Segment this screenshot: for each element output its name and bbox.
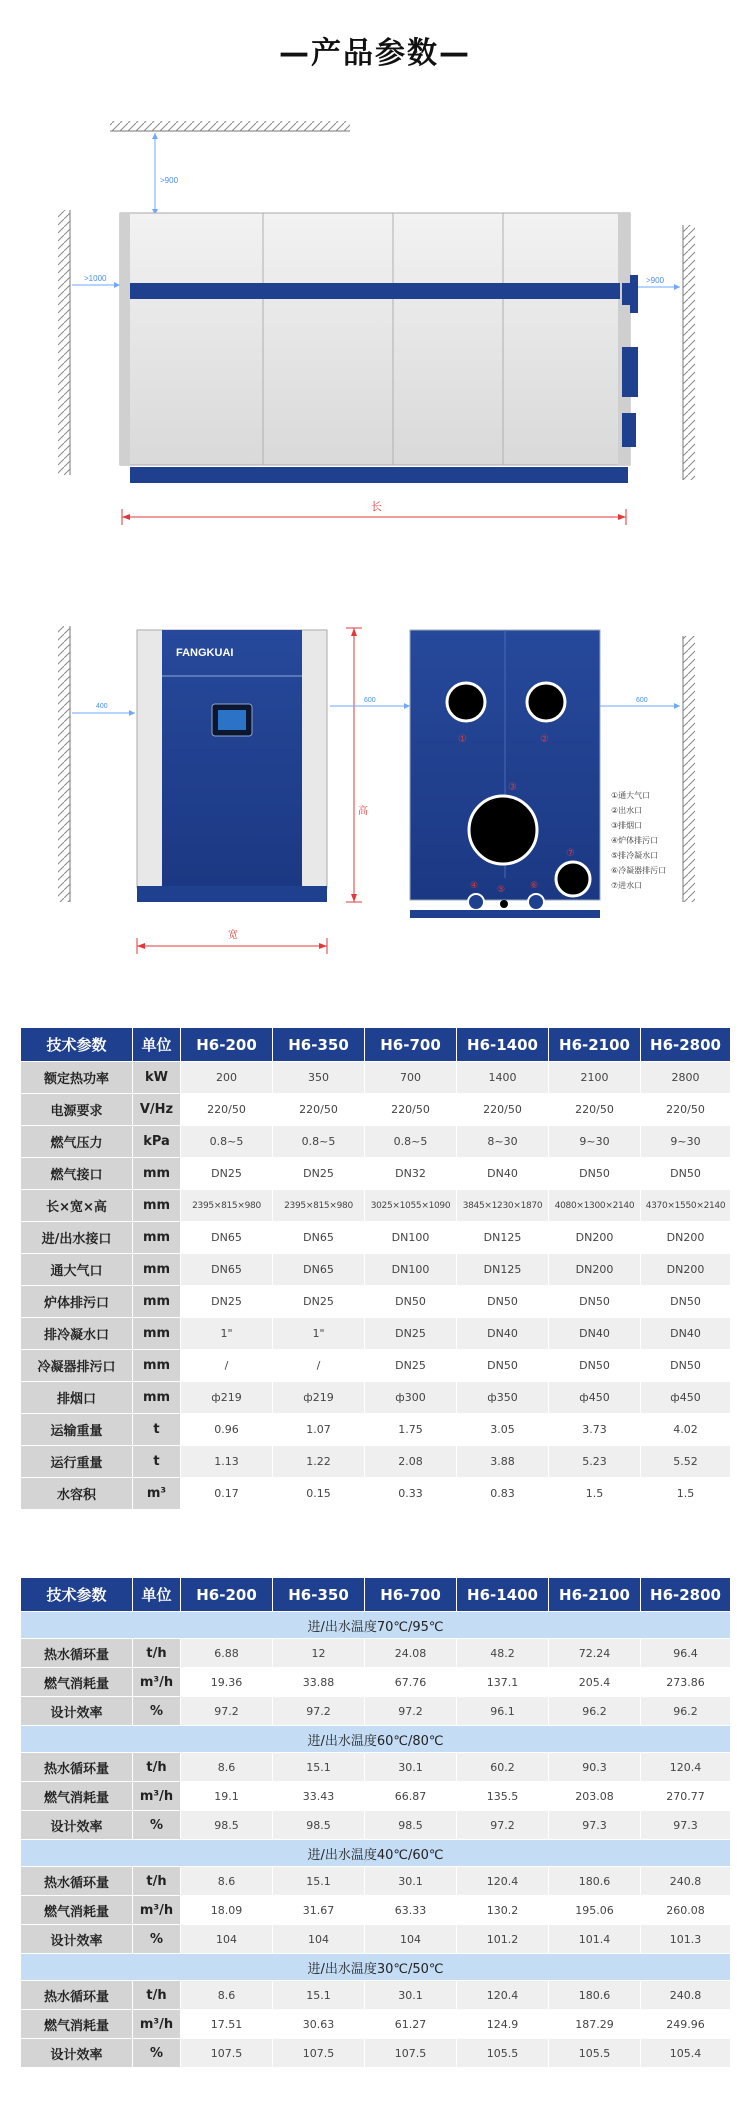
value-cell: ф450	[549, 1382, 641, 1414]
param-name-cell: 燃气压力	[21, 1126, 133, 1158]
header-model: H6-200	[181, 1578, 273, 1612]
param-name-cell: 燃气接口	[21, 1158, 133, 1190]
value-cell: /	[273, 1350, 365, 1382]
value-cell: 19.1	[181, 1782, 273, 1811]
section-title: 进/出水温度40℃/60℃	[21, 1840, 731, 1867]
header-unit: 单位	[133, 1578, 181, 1612]
header-model: H6-700	[365, 1028, 457, 1062]
header-model: H6-350	[273, 1028, 365, 1062]
dim-top-label: >900	[160, 176, 179, 185]
unit-cell: %	[133, 1697, 181, 1726]
spec-table	[20, 1027, 731, 1510]
page-title: —产品参数—	[279, 36, 471, 71]
table-row	[21, 1126, 731, 1158]
value-cell: 101.2	[457, 1925, 549, 1954]
value-cell: 15.1	[273, 1753, 365, 1782]
value-cell: 107.5	[181, 2039, 273, 2068]
value-cell: 195.06	[549, 1896, 641, 1925]
value-cell: DN40	[457, 1158, 549, 1190]
dim-left-label: >1000	[84, 274, 107, 283]
value-cell: 98.5	[365, 1811, 457, 1840]
dim-right-label: >900	[646, 276, 665, 285]
ceiling-hatch	[110, 121, 350, 131]
table-row	[21, 1094, 731, 1126]
value-cell: 270.77	[641, 1782, 731, 1811]
table-row	[21, 1639, 731, 1668]
value-cell: 350	[273, 1062, 365, 1094]
left-wall-hatch	[58, 210, 70, 475]
value-cell: DN50	[457, 1350, 549, 1382]
table-row	[21, 1446, 731, 1478]
boiler-side-view	[137, 630, 327, 902]
unit-cell: mm	[133, 1318, 181, 1350]
value-cell: 124.9	[457, 2010, 549, 2039]
header-model: H6-1400	[457, 1028, 549, 1062]
unit-cell: t	[133, 1414, 181, 1446]
section-row	[21, 1612, 731, 1639]
value-cell: 700	[365, 1062, 457, 1094]
value-cell: DN200	[641, 1222, 731, 1254]
value-cell: 30.1	[365, 1753, 457, 1782]
spec-table-1	[20, 1027, 730, 1510]
value-cell: DN25	[181, 1158, 273, 1190]
unit-cell: mm	[133, 1382, 181, 1414]
value-cell: 130.2	[457, 1896, 549, 1925]
value-cell: 6.88	[181, 1639, 273, 1668]
value-cell: 187.29	[549, 2010, 641, 2039]
unit-cell: m³/h	[133, 1782, 181, 1811]
value-cell: 0.15	[273, 1478, 365, 1510]
value-cell: ф219	[181, 1382, 273, 1414]
value-cell: 137.1	[457, 1668, 549, 1697]
value-cell: 3845×1230×1870	[457, 1190, 549, 1222]
value-cell: 96.2	[549, 1697, 641, 1726]
value-cell: 1"	[181, 1318, 273, 1350]
table-header-row	[21, 1028, 731, 1062]
section-title: 进/出水温度70℃/95℃	[21, 1612, 731, 1639]
param-name-cell: 热水循环量	[21, 1639, 133, 1668]
value-cell: 97.2	[457, 1811, 549, 1840]
value-cell: 200	[181, 1062, 273, 1094]
value-cell: 240.8	[641, 1981, 731, 2010]
value-cell: DN50	[641, 1286, 731, 1318]
table-row	[21, 1782, 731, 1811]
unit-cell: %	[133, 1925, 181, 1954]
param-name-cell: 冷凝器排污口	[21, 1350, 133, 1382]
port-legend	[611, 790, 666, 890]
value-cell: ф350	[457, 1382, 549, 1414]
value-cell: 18.09	[181, 1896, 273, 1925]
table-row	[21, 1697, 731, 1726]
param-name-cell: 电源要求	[21, 1094, 133, 1126]
value-cell: DN65	[273, 1222, 365, 1254]
unit-cell: t	[133, 1446, 181, 1478]
value-cell: 4080×1300×2140	[549, 1190, 641, 1222]
unit-cell: mm	[133, 1286, 181, 1318]
header-model: H6-200	[181, 1028, 273, 1062]
value-cell: DN125	[457, 1254, 549, 1286]
dim-left-label: 400	[96, 703, 108, 710]
table-row	[21, 1062, 731, 1094]
value-cell: 3.88	[457, 1446, 549, 1478]
dim-length-label: 长	[371, 500, 382, 513]
value-cell: 205.4	[549, 1668, 641, 1697]
table-row	[21, 2010, 731, 2039]
value-cell: 1.07	[273, 1414, 365, 1446]
value-cell: 220/50	[641, 1094, 731, 1126]
legend-item: ②出水口	[611, 806, 643, 815]
table-row	[21, 1981, 731, 2010]
value-cell: 8.6	[181, 1753, 273, 1782]
value-cell: 97.3	[549, 1811, 641, 1840]
header-model: H6-2100	[549, 1578, 641, 1612]
value-cell: 120.4	[457, 1867, 549, 1896]
value-cell: 17.51	[181, 2010, 273, 2039]
header-param: 技术参数	[21, 1578, 133, 1612]
value-cell: 19.36	[181, 1668, 273, 1697]
table-row	[21, 1753, 731, 1782]
value-cell: DN50	[549, 1350, 641, 1382]
unit-cell: V/Hz	[133, 1094, 181, 1126]
table-row	[21, 1668, 731, 1697]
port-number-1: ①	[458, 734, 467, 745]
value-cell: 30.1	[365, 1867, 457, 1896]
section-row	[21, 1840, 731, 1867]
legend-item: ⑤排冷凝水口	[611, 851, 659, 860]
value-cell: 5.52	[641, 1446, 731, 1478]
param-name-cell: 额定热功率	[21, 1062, 133, 1094]
unit-cell: mm	[133, 1222, 181, 1254]
value-cell: 9~30	[641, 1126, 731, 1158]
value-cell: 97.2	[181, 1697, 273, 1726]
value-cell: 5.23	[549, 1446, 641, 1478]
value-cell: 2395×815×980	[181, 1190, 273, 1222]
value-cell: 9~30	[549, 1126, 641, 1158]
value-cell: 66.87	[365, 1782, 457, 1811]
unit-cell: mm	[133, 1254, 181, 1286]
value-cell: 48.2	[457, 1639, 549, 1668]
value-cell: ф219	[273, 1382, 365, 1414]
value-cell: DN40	[641, 1318, 731, 1350]
value-cell: 33.43	[273, 1782, 365, 1811]
value-cell: 33.88	[273, 1668, 365, 1697]
value-cell: 96.1	[457, 1697, 549, 1726]
section-title: 进/出水温度60℃/80℃	[21, 1726, 731, 1753]
value-cell: 12	[273, 1639, 365, 1668]
value-cell: 1.22	[273, 1446, 365, 1478]
value-cell: DN100	[365, 1222, 457, 1254]
header-model: H6-2100	[549, 1028, 641, 1062]
value-cell: 0.8~5	[273, 1126, 365, 1158]
spec-table-2	[20, 1577, 730, 2068]
value-cell: 2100	[549, 1062, 641, 1094]
section-title: 进/出水温度30℃/50℃	[21, 1954, 731, 1981]
value-cell: 260.08	[641, 1896, 731, 1925]
param-name-cell: 通大气口	[21, 1254, 133, 1286]
unit-cell: t/h	[133, 1981, 181, 2010]
value-cell: DN65	[181, 1254, 273, 1286]
value-cell: 96.4	[641, 1639, 731, 1668]
value-cell: 0.17	[181, 1478, 273, 1510]
side-views-drawing	[0, 610, 750, 990]
unit-cell: %	[133, 2039, 181, 2068]
header-model: H6-2800	[641, 1028, 731, 1062]
header-model: H6-2800	[641, 1578, 731, 1612]
table-row	[21, 1158, 731, 1190]
param-name-cell: 燃气消耗量	[21, 1668, 133, 1697]
param-name-cell: 设计效率	[21, 1697, 133, 1726]
port-number-3: ③	[508, 782, 517, 793]
value-cell: 101.3	[641, 1925, 731, 1954]
value-cell: 8.6	[181, 1867, 273, 1896]
unit-cell: m³/h	[133, 1668, 181, 1697]
unit-cell: t/h	[133, 1867, 181, 1896]
param-name-cell: 运输重量	[21, 1414, 133, 1446]
param-name-cell: 热水循环量	[21, 1981, 133, 2010]
value-cell: 4370×1550×2140	[641, 1190, 731, 1222]
value-cell: DN50	[549, 1158, 641, 1190]
value-cell: 4.02	[641, 1414, 731, 1446]
value-cell: 1.75	[365, 1414, 457, 1446]
value-cell: 180.6	[549, 1981, 641, 2010]
param-name-cell: 燃气消耗量	[21, 1782, 133, 1811]
unit-cell: kW	[133, 1062, 181, 1094]
unit-cell: t/h	[133, 1753, 181, 1782]
param-name-cell: 燃气消耗量	[21, 1896, 133, 1925]
value-cell: 1.5	[641, 1478, 731, 1510]
port-number-7: ⑦	[566, 848, 575, 859]
value-cell: 101.4	[549, 1925, 641, 1954]
unit-cell: m³/h	[133, 2010, 181, 2039]
section-row	[21, 1954, 731, 1981]
value-cell: ф450	[641, 1382, 731, 1414]
value-cell: 15.1	[273, 1867, 365, 1896]
value-cell: 8~30	[457, 1126, 549, 1158]
table-row	[21, 2039, 731, 2068]
value-cell: 2800	[641, 1062, 731, 1094]
front-view-drawing	[0, 115, 750, 535]
dim-width-label: 宽	[228, 930, 238, 941]
table-header-row	[21, 1578, 731, 1612]
param-name-cell: 运行重量	[21, 1446, 133, 1478]
param-name-cell: 排烟口	[21, 1382, 133, 1414]
table-row	[21, 1382, 731, 1414]
value-cell: 3.73	[549, 1414, 641, 1446]
value-cell: 3025×1055×1090	[365, 1190, 457, 1222]
table-row	[21, 1190, 731, 1222]
value-cell: 107.5	[365, 2039, 457, 2068]
value-cell: DN50	[365, 1286, 457, 1318]
value-cell: DN25	[181, 1286, 273, 1318]
value-cell: 120.4	[641, 1753, 731, 1782]
value-cell: 220/50	[365, 1094, 457, 1126]
value-cell: DN50	[641, 1350, 731, 1382]
port-number-5: ⑤	[497, 885, 506, 895]
value-cell: 67.76	[365, 1668, 457, 1697]
param-name-cell: 燃气消耗量	[21, 2010, 133, 2039]
value-cell: 1"	[273, 1318, 365, 1350]
value-cell: 0.96	[181, 1414, 273, 1446]
table-row	[21, 1286, 731, 1318]
value-cell: DN200	[549, 1254, 641, 1286]
value-cell: 120.4	[457, 1981, 549, 2010]
boiler-back-view	[410, 630, 600, 918]
value-cell: 97.2	[273, 1697, 365, 1726]
value-cell: 135.5	[457, 1782, 549, 1811]
value-cell: 203.08	[549, 1782, 641, 1811]
value-cell: 273.86	[641, 1668, 731, 1697]
param-name-cell: 热水循环量	[21, 1867, 133, 1896]
value-cell: 24.08	[365, 1639, 457, 1668]
value-cell: 249.96	[641, 2010, 731, 2039]
value-cell: 105.4	[641, 2039, 731, 2068]
value-cell: 30.1	[365, 1981, 457, 2010]
value-cell: DN50	[457, 1286, 549, 1318]
value-cell: 98.5	[181, 1811, 273, 1840]
value-cell: 105.5	[549, 2039, 641, 2068]
value-cell: /	[181, 1350, 273, 1382]
value-cell: 61.27	[365, 2010, 457, 2039]
table-row	[21, 1318, 731, 1350]
value-cell: 97.3	[641, 1811, 731, 1840]
value-cell: 0.83	[457, 1478, 549, 1510]
value-cell: DN32	[365, 1158, 457, 1190]
value-cell: DN65	[273, 1254, 365, 1286]
table-row	[21, 1414, 731, 1446]
param-name-cell: 进/出水接口	[21, 1222, 133, 1254]
value-cell: 30.63	[273, 2010, 365, 2039]
table-row	[21, 1254, 731, 1286]
param-name-cell: 水容积	[21, 1478, 133, 1510]
param-name-cell: 设计效率	[21, 2039, 133, 2068]
value-cell: 31.67	[273, 1896, 365, 1925]
dim-mid-label: 600	[364, 697, 376, 704]
table-row	[21, 1925, 731, 1954]
value-cell: 1.5	[549, 1478, 641, 1510]
legend-item: ④炉体排污口	[611, 836, 659, 845]
unit-cell: m³	[133, 1478, 181, 1510]
value-cell: 220/50	[181, 1094, 273, 1126]
value-cell: DN25	[273, 1286, 365, 1318]
value-cell: 60.2	[457, 1753, 549, 1782]
unit-cell: t/h	[133, 1639, 181, 1668]
value-cell: 1400	[457, 1062, 549, 1094]
value-cell: 1.13	[181, 1446, 273, 1478]
value-cell: 98.5	[273, 1811, 365, 1840]
value-cell: 2.08	[365, 1446, 457, 1478]
value-cell: DN25	[273, 1158, 365, 1190]
value-cell: DN100	[365, 1254, 457, 1286]
port-number-6: ⑥	[530, 881, 539, 891]
unit-cell: kPa	[133, 1126, 181, 1158]
table-row	[21, 1811, 731, 1840]
header-model: H6-700	[365, 1578, 457, 1612]
table-row	[21, 1222, 731, 1254]
value-cell: 3.05	[457, 1414, 549, 1446]
value-cell: 15.1	[273, 1981, 365, 2010]
value-cell: DN25	[365, 1318, 457, 1350]
value-cell: 96.2	[641, 1697, 731, 1726]
value-cell: 8.6	[181, 1981, 273, 2010]
value-cell: 63.33	[365, 1896, 457, 1925]
value-cell: 2395×815×980	[273, 1190, 365, 1222]
value-cell: DN25	[365, 1350, 457, 1382]
value-cell: DN40	[549, 1318, 641, 1350]
unit-cell: mm	[133, 1190, 181, 1222]
value-cell: DN200	[641, 1254, 731, 1286]
legend-item: ⑥冷凝器排污口	[611, 866, 667, 875]
unit-cell: m³/h	[133, 1896, 181, 1925]
header-unit: 单位	[133, 1028, 181, 1062]
param-name-cell: 设计效率	[21, 1811, 133, 1840]
param-name-cell: 炉体排污口	[21, 1286, 133, 1318]
value-cell: 107.5	[273, 2039, 365, 2068]
header-model: H6-1400	[457, 1578, 549, 1612]
unit-cell: %	[133, 1811, 181, 1840]
param-name-cell: 长×宽×高	[21, 1190, 133, 1222]
value-cell: 240.8	[641, 1867, 731, 1896]
param-name-cell: 排冷凝水口	[21, 1318, 133, 1350]
value-cell: 104	[273, 1925, 365, 1954]
value-cell: 104	[365, 1925, 457, 1954]
value-cell: DN125	[457, 1222, 549, 1254]
value-cell: DN40	[457, 1318, 549, 1350]
legend-item: ③排烟口	[611, 821, 643, 830]
value-cell: 180.6	[549, 1867, 641, 1896]
value-cell: ф300	[365, 1382, 457, 1414]
value-cell: 220/50	[273, 1094, 365, 1126]
value-cell: 72.24	[549, 1639, 641, 1668]
value-cell: 0.8~5	[365, 1126, 457, 1158]
right-wall-hatch	[683, 225, 695, 480]
value-cell: 0.8~5	[181, 1126, 273, 1158]
brand-label: FANGKUAI	[176, 647, 234, 659]
table-row	[21, 1350, 731, 1382]
port-number-2: ②	[540, 734, 549, 745]
param-name-cell: 设计效率	[21, 1925, 133, 1954]
value-cell: 220/50	[457, 1094, 549, 1126]
header-param: 技术参数	[21, 1028, 133, 1062]
dim-right-label: 600	[636, 697, 648, 704]
table-row	[21, 1478, 731, 1510]
value-cell: 97.2	[365, 1697, 457, 1726]
value-cell: DN50	[549, 1286, 641, 1318]
value-cell: 104	[181, 1925, 273, 1954]
value-cell: 220/50	[549, 1094, 641, 1126]
performance-table	[20, 1577, 731, 2068]
table-row	[21, 1896, 731, 1925]
unit-cell: mm	[133, 1158, 181, 1190]
param-name-cell: 热水循环量	[21, 1753, 133, 1782]
port-number-4: ④	[470, 881, 479, 891]
dim-height-label: 高	[358, 806, 368, 817]
table-row	[21, 1867, 731, 1896]
value-cell: 105.5	[457, 2039, 549, 2068]
value-cell: DN50	[641, 1158, 731, 1190]
header-model: H6-350	[273, 1578, 365, 1612]
legend-item: ⑦进水口	[611, 881, 643, 890]
section-row	[21, 1726, 731, 1753]
value-cell: 90.3	[549, 1753, 641, 1782]
unit-cell: mm	[133, 1350, 181, 1382]
legend-item: ①通大气口	[611, 791, 651, 800]
value-cell: DN65	[181, 1222, 273, 1254]
value-cell: DN200	[549, 1222, 641, 1254]
value-cell: 0.33	[365, 1478, 457, 1510]
